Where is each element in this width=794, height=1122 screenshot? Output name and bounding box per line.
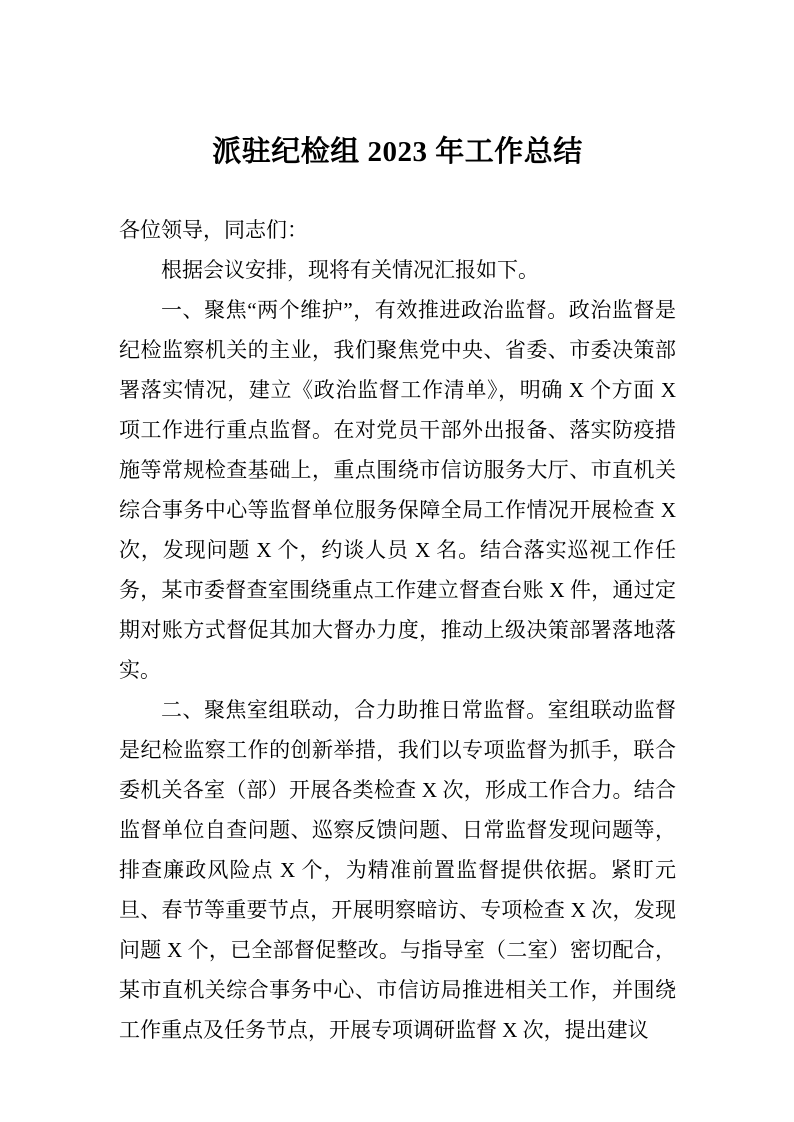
salutation-line: 各位领导，同志们： [119, 218, 308, 242]
paragraph-section-2: 二、聚焦室组联动，合力助推日常监督。室组联动监督是纪检监察工作的创新举措，我们以专项监督为抓手，联合委机关各室（部）开展各类检查 X 次，形成工作合力。结合监督单位自查问题、巡察反馈问题、日常监督发现问题等， 排查廉政风险点 X 个，为精准前置监督提供依据。紧盯元旦、春节等重要节点，开展明察暗访、专项检查 X 次，发现问题 X 个，已全部督促整改。与指导室（二室）密切配合，某市直机关综合事务中心、市信访局推进相关工作，并围绕工作重点及任务节点，开展专项调研监督 X 次，提出建议 [119, 698, 676, 1042]
paragraph-intro: 根据会议安排，现将有关情况汇报如下。 [161, 258, 539, 282]
document-body [119, 210, 676, 1050]
paragraph-section-1: 一、聚焦“两个维护”，有效推进政治监督。政治监督是纪检监察机关的主业，我们聚焦党中央、省委、市委决策部署落实情况，建立《政治监督工作清单》，明确 X 个方面 X 项工作进行重点监督。在对党员干部外出报备、落实防疫措施等常规检查基础上，重点围绕市信访服务大厅、市直机关综合事务中心等监督单位服务保障全局工作情况开展检查 X 次，发现问题 X 个，约谈人员 X 名。结合落实巡视工作任务，某市委督查室围绕重点工作建立督查台账 X 件，通过定期对账方式督促其加大督办力度，推动上级决策部署落地落实。 [119, 298, 676, 682]
document-content [119, 130, 676, 1050]
document-title: 派驻纪检组 2023 年工作总结 [212, 136, 583, 168]
